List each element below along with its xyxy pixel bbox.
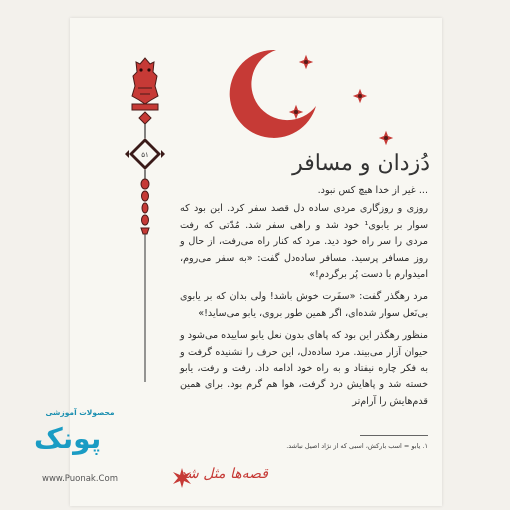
watermark-tagline: محصولات آموزشی xyxy=(45,408,115,417)
star-icon xyxy=(298,54,314,70)
watermark-logo: پونک xyxy=(34,422,102,455)
star-icon xyxy=(378,130,394,146)
publisher-watermark xyxy=(20,408,160,500)
paragraph: روزی و روزگاری مردی ساده دل قصد سفر کرد. این بود که سوار بر یابوی¹ خود شد و راهی سفر شد. مُدّتی که رفت مردی را سر راه خود دید. مرد که کنار راه می‌رفت، از حال و روز مسافر پرسید. مسافر ساده‌دل گفت: «به سفر می‌روم، امیدوارم با دست پُر برگردم!» xyxy=(180,203,428,281)
paragraph: مرد رهگذر گفت: «سفَرت خوش باشد! ولی بدان که بر یابوی بی‌نَعل سوار شده‌ای، اگر همین طور بروی، یابو می‌ساید!» xyxy=(180,291,428,319)
star-icon xyxy=(288,104,304,120)
footnote: ۱. یابو = اسب بارکش، اسبی که از نژاد اصیل نباشد. xyxy=(286,442,428,450)
medallion-number: ۵۱ xyxy=(141,151,149,159)
paragraph: منظور رهگذر این بود که پاهای بدون نعل یابو ساییده می‌شود و حیوان آزار می‌بیند. مرد ساده‌دل، این حرف را نشنیده گرفت و به فکر چاره نیفتاد و به راه خود ادامه داد. رفت و رفت، یابو خسته شد و پاهایش درد گرفت، هوا هم گرم بود. برای همین قدم‌هایش را آرام‌تر xyxy=(180,330,428,407)
star-icon xyxy=(352,88,368,104)
epigraph: ... غیر از خدا هیچ کس نبود. xyxy=(317,185,428,196)
series-title: قصه‌ها مثل شد xyxy=(179,466,268,482)
story-title: دُزدان و مسافر xyxy=(292,151,430,176)
vertical-ornament xyxy=(122,56,168,386)
footnote-divider xyxy=(360,435,428,436)
watermark-url: www.Puonak.Com xyxy=(42,474,118,484)
story-text xyxy=(180,183,428,416)
